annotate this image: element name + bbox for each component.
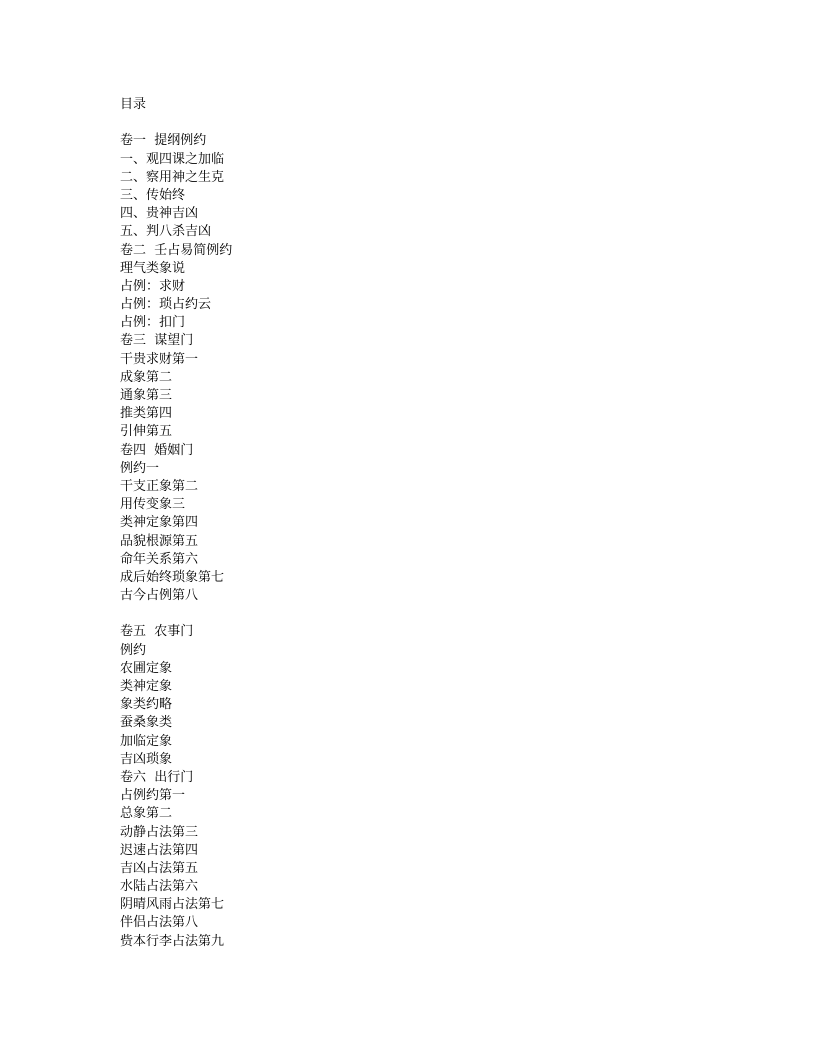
- toc-entry: 理气类象说: [120, 260, 186, 276]
- toc-title: 目录: [120, 97, 147, 112]
- toc-entry: 命年关系第六: [120, 551, 199, 567]
- toc-entry: 类神定象: [120, 679, 173, 694]
- toc-entry: 卷三 谋望门: [120, 333, 194, 349]
- toc-entry: 卷六 出行门: [120, 769, 194, 785]
- toc-entry: 成象第二: [120, 369, 173, 385]
- toc-entry: 引伸第五: [120, 424, 173, 440]
- toc-entry: 成后始终琐象第七: [120, 569, 225, 585]
- toc-entry: 吉凶琐象: [120, 751, 173, 767]
- toc-entry: 吉凶占法第五: [120, 860, 199, 876]
- toc-entry: 水陆占法第六: [120, 879, 199, 895]
- toc-entry: 例约一: [120, 460, 160, 476]
- toc-entry: 卷四 婚姻门: [120, 442, 194, 458]
- toc-entry: 推类第四: [120, 406, 173, 422]
- toc-entry: 占例：求财: [120, 278, 186, 294]
- toc-entry: 二、察用神之生克: [120, 169, 225, 185]
- toc-section-2: [120, 623, 720, 950]
- toc-entry: 赀本行李占法第九: [120, 933, 225, 949]
- toc-entry: 占例：琐占约云: [120, 297, 212, 313]
- toc-entry: 阴晴风雨占法第七: [120, 897, 225, 913]
- toc-entry: 卷二 壬占易简例约: [120, 242, 233, 258]
- toc-entry: 例约: [120, 642, 147, 658]
- toc-entry: 动静占法第三: [120, 824, 199, 840]
- toc-entry: 占例：扣门: [120, 315, 186, 331]
- toc-entry: 通象第三: [120, 388, 173, 403]
- toc-entry: 农圃定象: [120, 660, 173, 676]
- toc-entry: 迟速占法第四: [120, 842, 199, 858]
- toc-entry: 伴侣占法第八: [120, 915, 199, 931]
- toc-entry: 五、判八杀吉凶: [120, 224, 212, 240]
- toc-entry: 干支正象第二: [120, 478, 199, 494]
- toc-entry: 干贵求财第一: [120, 351, 199, 367]
- toc-entry: 品貌根源第五: [120, 533, 199, 549]
- toc-entry: 卷五 农事门: [120, 624, 194, 640]
- toc-entry: 卷一 提纲例约: [120, 133, 207, 149]
- toc-entry: 占例约第一: [120, 788, 186, 804]
- toc-entry: 一、观四课之加临: [120, 151, 225, 167]
- toc-entry: 用传变象三: [120, 497, 186, 513]
- toc-entry: 蚕桑象类: [120, 715, 173, 731]
- blank-line: [120, 605, 720, 623]
- toc-entry: 加临定象: [120, 733, 173, 749]
- toc-section-1: [120, 132, 720, 605]
- toc-entry: 三、传始终: [120, 187, 186, 203]
- document-page: [120, 96, 720, 951]
- toc-entry: 古今占例第八: [120, 588, 199, 604]
- toc-entry: 象类约略: [120, 697, 173, 713]
- toc-entry: 类神定象第四: [120, 515, 199, 531]
- toc-entry: 四、贵神吉凶: [120, 206, 199, 222]
- toc-entry: 总象第二: [120, 806, 173, 822]
